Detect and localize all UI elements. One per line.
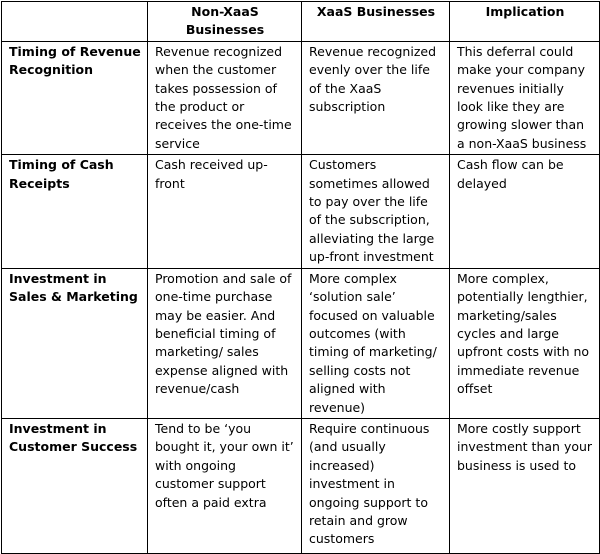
cell-non-xaas: Promotion and sale of one-time purchase may be easier. And beneficial timing of marketing/ sales expense aligned with revenue/cash xyxy=(148,268,302,418)
header-row xyxy=(2,2,600,42)
cell-implication: More complex, potentially lengthier, marketing/sales cycles and large upfront costs with no immediate revenue offset xyxy=(450,268,600,418)
cell-xaas: Customers sometimes allowed to pay over the life of the subscription, alleviating the large up-front investment xyxy=(302,155,450,268)
cell-non-xaas: Cash received up-front xyxy=(148,155,302,268)
cell-xaas: Revenue recognized evenly over the life of the XaaS subscription xyxy=(302,41,450,154)
cell-xaas: More complex ‘solution sale’ focused on valuable outcomes (with timing of marketing/ selling costs not aligned with revenue) xyxy=(302,268,450,418)
cell-implication: This deferral could make your company revenues initially look like they are growing slower than a non-XaaS business xyxy=(450,41,600,154)
cell-xaas: Require continuous (and usually increased) investment in ongoing support to retain and grow customers xyxy=(302,418,450,553)
table-row xyxy=(2,268,600,418)
column-header-implication: Implication xyxy=(450,2,600,42)
cell-non-xaas: Revenue recognized when the customer takes possession of the product or receives the one-time service xyxy=(148,41,302,154)
table-row xyxy=(2,155,600,268)
row-header-sales-marketing: Investment in Sales & Marketing xyxy=(2,268,148,418)
comparison-table xyxy=(1,1,600,554)
row-header-customer-success: Investment in Customer Success xyxy=(2,418,148,553)
cell-non-xaas: Tend to be ‘you bought it, your own it’ with ongoing customer support often a paid extra xyxy=(148,418,302,553)
row-header-cash-receipts: Timing of Cash Receipts xyxy=(2,155,148,268)
row-header-revenue-recognition: Timing of Revenue Recognition xyxy=(2,41,148,154)
column-header-xaas: XaaS Businesses xyxy=(302,2,450,42)
table-row xyxy=(2,41,600,154)
cell-implication: Cash flow can be delayed xyxy=(450,155,600,268)
corner-header-cell xyxy=(2,2,148,42)
cell-implication: More costly support investment than your business is used to xyxy=(450,418,600,553)
column-header-non-xaas: Non-XaaS Businesses xyxy=(148,2,302,42)
table-row xyxy=(2,418,600,553)
